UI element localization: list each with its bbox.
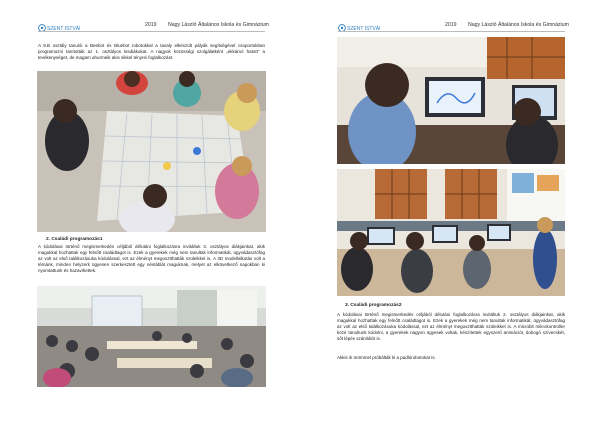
photo-family-classroom	[37, 286, 266, 387]
page-header	[300, 21, 600, 31]
closing-sentence: Akkis ik örömmel próbálták ki a padlórobotokat is.	[337, 355, 436, 360]
intro-paragraph: A 9.B osztály tanulói a Beebot és Bluebot robotokkal a tavaly elkészült pályák segítségével csoportokban programozni tanították az 1. osztályos kisdiákokat. A nagyok közösségi szolgálatként „ekkámó hatott" a tevékenységet, de magam ahurmeik akis sikkel tényrei foglalkozást.	[38, 43, 265, 60]
header-year: 2019	[145, 22, 157, 28]
svg-text:SZENT ISTVÁN: SZENT ISTVÁN	[347, 26, 380, 32]
right-page	[300, 0, 600, 424]
section-2-body: A kódolásai történő megismerkedés céljából délutáni foglalkozásra invitáltuk 3. osztályos diákjainkat, akik magukkal hozhattak egy felnőtt családtagot is. Ezek a gyerekek még nem tanultak informatikát, ügyvádasztófag az volt az első találkozásuka kódolással, ezt az élményt megosztthatták szüleikkel is. A 3D modellalkotás volt a témánk, minden helyzerk ügyesen szerkesztett egy névtáblát maguknak, melyet az elkövetkező napokban ki nyomtattunk és hazavihettek.	[38, 244, 265, 273]
photo-kids-computers	[337, 37, 565, 164]
photo-kids-floor-robots	[37, 71, 266, 232]
header-school: Nagy László Általános Iskola és Gimnázium	[168, 22, 269, 28]
school-logo	[38, 20, 80, 30]
section-3-title: 3. Családi programozás2	[345, 303, 402, 308]
header-rule	[338, 31, 565, 32]
header-rule	[38, 31, 265, 32]
photo-computer-lab	[337, 169, 565, 296]
header-year: 2019	[445, 22, 457, 28]
svg-text:SZENT ISTVÁN: SZENT ISTVÁN	[47, 26, 80, 32]
school-logo	[338, 20, 380, 30]
page-header	[0, 21, 300, 31]
section-3-body: A kódolásai történő megismerkedés céljából délutáni foglalkozásra invitáltuk 2. osztályos diákjainkat, akik magukkal hozhattak egy felnőtt családtagot is. Ezek a gyerekek még nem tanultak informatikát, ügyvádasztófag az volt az első találkozásuka kódolással, ezt az élményt megosztthatták szüleikkel is. A microbit mikrokontroller közé tanultunk kódolni, a gyerekek nagyon ügyesek voltak, készítettek egyszerű animációt, dobogó szívecskét, sőt lépés számlálót is.	[337, 312, 565, 341]
section-2-title: 2. Családi programozás1	[46, 237, 103, 242]
header-school: Nagy László Általános Iskola és Gimnázium	[468, 22, 569, 28]
